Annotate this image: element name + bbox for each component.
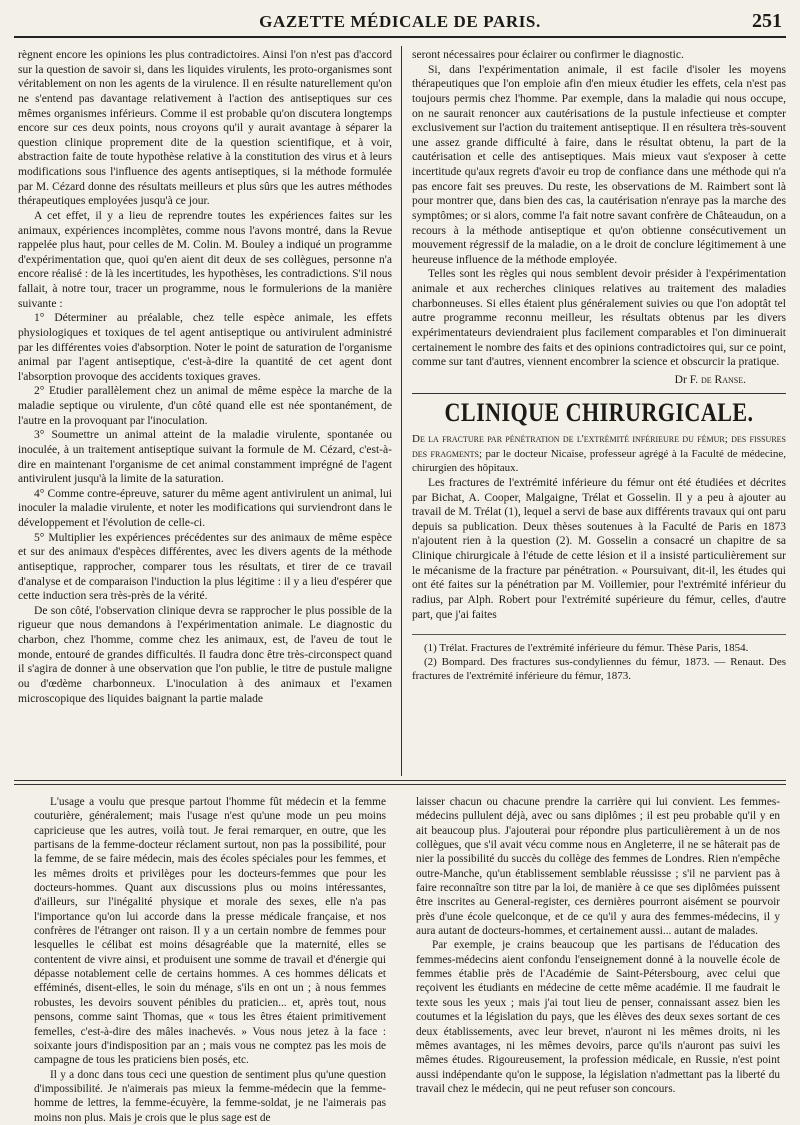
feuilleton-paragraph: laisser chacun ou chacune prendre la carrière qui lui convient. Les femmes-médecins pullulent déjà, avec ou sans diplômes ; il est peu probable qu'il y en ait beaucoup plus. J'ajouterai pour répondre plus particulièrement à un de nos collègues, que s'il avait vécu comme nous en Angleterre, il ne se hâterait pas de nier la possibilité du succès du collège des femmes de Londres. Rien n'empêche outre-Manche, qu'un établissement semblable réussisse ; s'il ne parvient pas à faire reconnaître son titre par la loi, de manière à ce que ses diplômées puissent être inscrites au General-register, ces dernières pourront aisément se pourvoir près d'une école quelconque, et de ce qu'il y aura des femmes-médecins, il y aura autant de docteurs-hommes, et certainement aussi... autant de malades. <box>416 796 780 938</box>
right-paragraph: Si, dans l'expérimentation animale, il est facile d'isoler les moyens thérapeutiques que l'on emploie afin d'en mieux étudier les effets, cela n'est pas toujours permis chez l'homme. Par exemple, dans la maladie qui nous occupe, on ne saurait renoncer aux cautérisations de la pustule infectieuse et compter exclusivement sur l'action du traitement antiseptique. Il en résultera très-souvent une assez grande difficulté à faire, dans le résultat obtenu, la part de la cautérisation et celle des antiseptiques. Mais mieux vaut s'exposer à cette incertitude qu'aux regrets d'avoir eu trop de confiance dans une méthode qui n'a pas encore fait ses preuves. Du reste, les observations de M. Raimbert sont là pour montrer que, dans bien des cas, la cautérisation n'enraye pas la marche des symptômes; or si alors, comme l'a fait notre savant confrère de Châteaudun, on a recours à la méthode antiseptique et qu'on obtienne consécutivement un mouvement régressif de la maladie, on a le droit de conclure légitimement à une heureuse influence de la méthode employée. <box>412 63 786 266</box>
footnote: (1) Trélat. Fractures de l'extrémité inférieure du fémur. Thèse Paris, 1854. <box>424 642 749 655</box>
article-subhead <box>412 432 786 476</box>
left-paragraph: 4° Comme contre-épreuve, saturer du même agent antivirulent un animal, lui inoculer la maladie virulente, et noter les modifications qui surviendront dans le développement et l'évolution de celle-ci. <box>18 487 392 529</box>
signature-prefix: Dr F. <box>674 373 701 386</box>
page-header <box>14 10 786 38</box>
clinic-paragraph: Les fractures de l'extrémité inférieure du fémur ont été étudiées et décrites par Bichat, A. Cooper, Malgaigne, Trélat et Gosselin. Il y a peu à ajouter au travail de M. Trélat (1), lequel a servi de base aux différents travaux qui ont paru depuis sa publication. Deux thèses soutenues à la Faculté de Paris en 1873 n'ajoutent rien à la question (2). M. Gosselin a consacré un chapitre de sa Clinique chirurgicale à l'étude de cette lésion et il a insisté particulièrement sur le mécanisme de la fracture par pénétration. « Poursuivant, dit-il, les études qui ont été faites sur la pénétration par M. Voillemier, pour l'extrémité inférieur du radius, par Alph. Robert pour l'extrémité supérieure du fémur, celles, d'autre part, que j'ai faites <box>412 476 786 621</box>
footnotes <box>412 634 786 683</box>
feuilleton-divider <box>14 780 786 785</box>
feuilleton-paragraph: Il y a donc dans tous ceci une question de sentiment plus qu'une question d'impossibilité. Je n'aimerais pas mieux la femme-médecin que la femme-homme de lettres, la femme-écuyère, la femme-soldat, je ne l'aimerais pas moins non plus. Mais je crois que le plus sage est de <box>34 1068 386 1124</box>
author-signature <box>412 373 786 388</box>
column-divider <box>401 46 402 776</box>
journal-title: GAZETTE MÉDICALE DE PARIS. <box>259 12 541 31</box>
left-paragraph: 3° Soumettre un animal atteint de la maladie virulente, spontanée ou inoculée, à un traitement antiseptique suivant la formule de M. Cézard, c'est-à-dire en maintenant l'organisme de cet animal constamment imprégné de l'agent antivirulent jusqu'à la limite de la saturation. <box>18 429 392 486</box>
left-paragraph: De son côté, l'observation clinique devra se rapprocher le plus possible de la rigueur que nous demandons à l'expérimentation animale. Le diagnostic du charbon, chez l'homme, comme chez les animaux, est, de l'aveu de tout le monde, entouré de grandes difficultés. Il faudra donc être très-circonspect quand il s'agira de donner à une observation que l'on publie, le titre de pustule maligne ou d'œdème charbonneux. L'inoculation à des animaux et l'examen microscopique des liquides baignant la partie malade <box>18 604 392 705</box>
article-author: par le docteur Nicaise, professeur agrégé à la Faculté de médecine, chirurgien des hôpitaux. <box>412 447 786 475</box>
right-paragraph: Telles sont les règles qui nous semblent devoir présider à l'expérimentation animale et aux recherches cliniques relatives au traitement des maladies charbonneuses. Si elles étaient plus généralement suivies ou que l'on adoptât tel autre programme reconnu meilleur, les résultats obtenus par les divers expérimentateurs deviendraient plus facilement comparables et l'on diminuerait certainement le nombre des faits et des opinions contradictoires qui, sur ce point, comme sur tant d'autres, viennent encombrer la science et obscurcir la pratique. <box>412 268 786 369</box>
section-rule <box>412 393 786 394</box>
feuilleton-right-column <box>416 795 780 1096</box>
left-paragraph: A cet effet, il y a lieu de reprendre toutes les expériences faites sur les animaux, expériences incomplètes, comme nous l'avons montré, dans la Revue rappelée plus haut, pour celles de M. Colin. M. Bouley a indiqué un programme d'expérimentation que, quoi qu'en aient dit deux de ses collègues, personne n'a encore réalisé : de là les incertitudes, les hypothèses, les contradictions. S'il nous fallait, à notre tour, tracer un programme, nous le formulerions de la manière suivante : <box>18 209 392 310</box>
left-paragraph: règnent encore les opinions les plus contradictoires. Ainsi l'on n'est pas d'accord sur la question de savoir si, dans les liquides virulents, les proto-organismes sont véritablement on non les agents de la virulence. Il en résulte naturellement qu'on ne s'entend pas davantage relativement à l'action des antiseptiques sur ces mêmes organismes inférieurs. Comme il est probable qu'on discutera longtemps encore sur ces deux points, nous croyons qu'il y aurait avantage à séparer la question clinique proprement dite de la question scientifique, et à voir, abstraction faite de toute hypothèse relative à la constitution des virus et à leurs modifications sous l'influence des agents antiseptiques, si la méthode formulée par M. Cézard donne des résultats meilleurs et plus sûrs que les autres méthodes thérapeutiques employées jusqu'à ce jour. <box>18 49 392 208</box>
footnote: (2) Bompard. Des fractures sus-condyliennes du fémur, 1873. — Renaut. Des fractures de l'extrémité inférieure du fémur, 1873. <box>412 656 786 683</box>
feuilleton-paragraph: L'usage a voulu que presque partout l'homme fût médecin et la femme couturière, généralement; mais l'usage n'est qu'une mode un peu moins capricieuse que les autres, voilà tout. Je ferai remarquer, en outre, que les partisans de la femme-docteur réclament surtout, non pas la possibilité, pour la femme, de se faire médecin, mais des écoles spéciales pour les femmes, et les mêmes droits et privilèges pour les docteurs-femmes que pour les docteurs-hommes. Quant aux discussions plus ou moins intéressantes, d'ailleurs, sur l'inégalité physique et morale des sexes, elle n'a pas l'importance qu'on lui accorde dans la presse médicale française, et nos confrères de l'étranger ont raison. Il y a un certain nombre de femmes pour lesquelles le célibat est moins désagréable que la maternité, elles se contentent de vivre ainsi, et produisent une somme de travail et d'énergie qui dépasse notablement celle de certains hommes. A ces hommes délicats et efféminés, disent-elles, le soin du ménage, s'ils en ont un ; à nous femmes robustes, les devoirs souvent pénibles du praticien... et, après tout, nous pensons, comme saint Thomas, que « tous les êtres étaient primitivement femelles, c'est-à-dire des mâles inachevés. » Vous nous jetez à la face : soixante jours d'indisposition par an ; mais vous ne comptez pas les mois de campagne de tous les praticiens bien posés, etc. <box>34 796 386 1067</box>
right-column <box>412 48 786 683</box>
page-number: 251 <box>752 10 782 32</box>
left-paragraph: 1° Déterminer au préalable, chez telle espèce animale, les effets physiologiques et toxiques de tel agent antiseptique ou antivirulent administré par les différentes voies d'absorption. Noter le point de saturation de l'organisme animal par l'agent antiseptique, c'est-à-dire la quantité de cet agent dont l'absorption provoque des accidents toxiques graves. <box>18 312 392 383</box>
article-title: De la fracture par pénétration de l'extrémité inférieure du fémur; des fissures des fragments; <box>412 433 786 460</box>
feuilleton-left-column <box>34 795 386 1125</box>
left-paragraph: 2° Etudier parallèlement chez un animal de même espèce la marche de la maladie septique ou virulente, d'un côté quand elle est née spontanément, de l'autre en la provoquant par l'inoculation. <box>18 385 392 427</box>
section-title: CLINIQUE CHIRURGICALE. <box>444 398 754 428</box>
right-paragraph: seront nécessaires pour éclairer ou confirmer le diagnostic. <box>412 49 684 61</box>
left-paragraph: 5° Multiplier les expériences précédentes sur des animaux de même espèce et sur des animaux d'espèces différentes, avec les divers agents de la méthode antiseptique, rapprocher, comparer tous les résultats, et tirer de ce travail d'analyse et de comparaison l'induction la plus légitime : il y a lieu d'espérer que cette induction sera très-près de la vérité. <box>18 531 392 603</box>
signature-name: de Ranse. <box>700 373 746 386</box>
feuilleton-paragraph: Par exemple, je crains beaucoup que les partisans de l'éducation des femmes-médecins aient confondu l'enseignement donné à la nouvelle école de femmes établie près de l'Académie de Saint-Pétersbourg, avec celui que reçoivent les étudiants en médecine de cette même académie. Il me faudrait le texte sous les yeux ; mais j'ai tout lieu de penser, connaissant assez bien les coutumes et la législation du pays, que les élèves des deux sexes sortant de ces deux établissements, avec leur brevet, n'auront ni les mêmes droits, ni les mêmes avantages, ni les mêmes devoirs, parce qu'ils n'auront pas suivi les mêmes études. Rigoureusement, la profession médicale, en Russie, n'est point aussi indépendante qu'on le suppose, la législation n'admettant pas la liberté du travail chez le médecin, qui ne peut refuser son concours. <box>416 939 780 1095</box>
left-column <box>18 48 392 706</box>
